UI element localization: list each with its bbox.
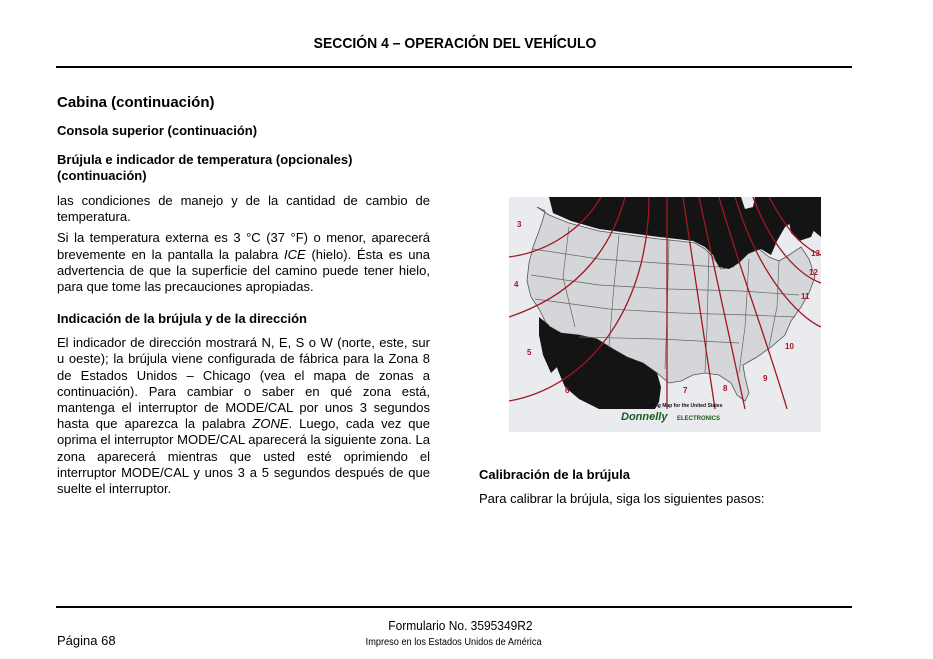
form-number-text: Formulario No. 3595349R2 — [387, 618, 533, 633]
calibration-paragraph: Para calibrar la brújula, siga los siguientes pasos: — [479, 491, 765, 506]
calibration-heading: Calibración de la brújula — [479, 467, 630, 482]
map-graphic — [509, 197, 821, 432]
text: . Luego, cada vez que oprima el interruptor MODE/CAL aparecerá la siguiente zona. La zona aparecerá mientras que usted esté oprimiendo el interruptor MODE/CAL y unos 3 a 5 segundos después de que suelte el interruptor. — [57, 416, 430, 497]
header-rule — [56, 66, 852, 68]
topic-heading: Brújula e indicador de temperatura (opcionales) (continuación) — [57, 152, 353, 183]
section-title: SECCIÓN 4 – OPERACIÓN DEL VEHÍCULO — [313, 35, 597, 52]
zone-label-8: 8 — [723, 384, 728, 393]
ice-warning-paragraph — [57, 230, 430, 295]
direction-paragraph — [57, 335, 430, 497]
text: Si la temperatura externa es 3 °C (37 °F) o menor, aparecerá brevemente en la pantalla la palabra — [57, 230, 430, 262]
footer-printed-in — [0, 637, 908, 648]
footer-rule — [56, 606, 852, 608]
zone-term: ZONE — [252, 416, 289, 432]
paragraph: las condiciones de manejo y de la cantidad de cambio de temperatura. — [57, 193, 430, 225]
printed-in-text: Impreso en los Estados Unidos de América — [366, 637, 542, 648]
zone-label-11: 11 — [801, 292, 810, 301]
right-column — [479, 467, 859, 507]
zone-label-10: 10 — [785, 342, 794, 351]
direction-heading: Indicación de la brújula y de la dirección — [57, 311, 307, 327]
zone-label-13: 13 — [811, 249, 820, 258]
map-caption: Magnetic Zone Setting Map for the United States — [607, 403, 723, 409]
text: El indicador de dirección mostrará N, E, S o W (norte, este, sur u oeste); la brújula viene configurada de fábrica para la Zona 8 de Estados Unidos – Chicago (vea el mapa de zonas a continuación). Para cambiar o saber en qué zona está, mantenga el interruptor de MODE/CAL por unos 3 segundos hasta que aparezca la palabra — [57, 335, 430, 432]
brand-logo: Donnelly — [621, 411, 668, 423]
footer-form-number — [0, 618, 920, 633]
section-heading: Cabina (continuación) — [57, 94, 215, 111]
zone-label-6: 6 — [565, 386, 570, 395]
magnetic-zone-map — [509, 197, 821, 432]
left-column — [57, 94, 430, 497]
zone-label-5: 5 — [527, 348, 532, 357]
zone-label-12: 12 — [809, 268, 818, 277]
zone-label-7: 7 — [683, 386, 688, 395]
ice-term: ICE — [283, 246, 306, 262]
zone-label-4: 4 — [514, 280, 519, 289]
zone-label-9: 9 — [763, 374, 768, 383]
page-number: Página 68 — [57, 633, 116, 648]
text: (hielo). Ésta es una advertencia de que la superficie del camino puede tener hielo, para que tome las precauciones apropiadas. — [57, 246, 430, 295]
subsection-heading: Consola superior (continuación) — [57, 123, 258, 138]
brand-suffix: ELECTRONICS — [677, 416, 721, 422]
zone-label-3: 3 — [517, 220, 522, 229]
